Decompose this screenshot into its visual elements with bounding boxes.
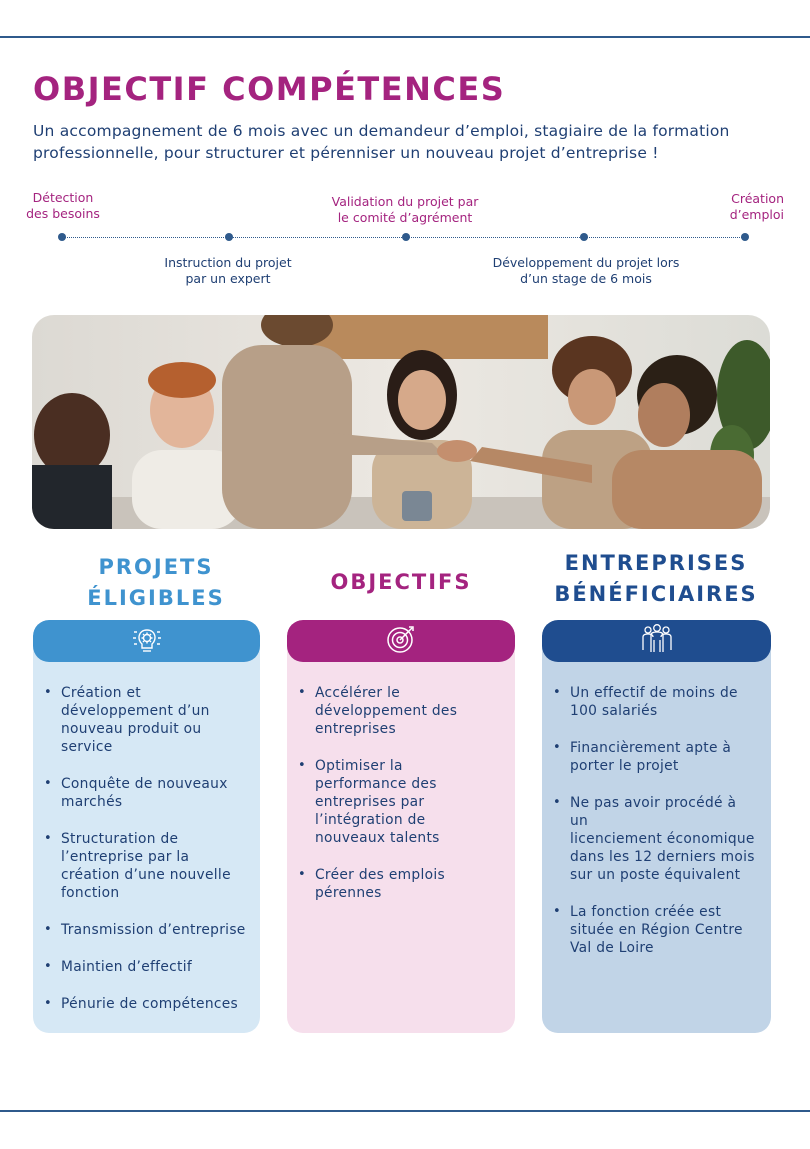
page-title: OBJECTIF COMPÉTENCES (33, 70, 506, 108)
list-item: • Transmission d’entreprise (61, 921, 246, 939)
timeline-step-1: Détection des besoins (26, 190, 100, 221)
list-item: • Créer des emplois pérennes (315, 866, 501, 902)
list-item: • Un effectif de moins de 100 salariés (570, 684, 757, 720)
list-item: • Maintien d’effectif (61, 958, 246, 976)
column-title-entreprises-beneficiaires: ENTREPRISES BÉNÉFICIAIRES (554, 551, 758, 606)
timeline-dot (741, 233, 749, 241)
list-item: • Création et développement d’un nouveau produit ou service (61, 684, 246, 756)
list-item: • Optimiser la performance des entreprises par l’intégration de nouveaux talents (315, 757, 501, 847)
target-icon (384, 622, 418, 660)
timeline-dot (402, 233, 410, 241)
card-entreprises-beneficiaires (542, 620, 771, 1033)
timeline-step-4: Développement du projet lors d’un stage de 6 mois (492, 255, 680, 286)
timeline-step-2: Instruction du projet par un expert (164, 255, 292, 286)
timeline-step-3: Validation du projet par le comité d’agrément (331, 194, 479, 225)
card-header (33, 620, 260, 662)
list-item: • Conquête de nouveaux marchés (61, 775, 246, 811)
list-item: • Ne pas avoir procédé à un licenciement économique dans les 12 derniers mois sur un poste équivalent (570, 794, 757, 884)
list-item: • Structuration de l’entreprise par la création d’une nouvelle fonction (61, 830, 246, 902)
people-group-icon (639, 622, 675, 660)
team-handshake-photo (32, 315, 770, 529)
timeline-dot (580, 233, 588, 241)
bottom-divider (0, 1110, 810, 1112)
card-header (287, 620, 515, 662)
timeline-step-5: Création d’emploi (729, 191, 784, 222)
intro-text: Un accompagnement de 6 mois avec un demandeur d’emploi, stagiaire de la formation professionnelle, pour structurer et pérenniser un nouveau projet d’entreprise ! (33, 122, 730, 162)
list-item: • Accélérer le développement des entreprises (315, 684, 501, 738)
lightbulb-gear-icon (130, 622, 164, 660)
list-item: • Financièrement apte à porter le projet (570, 739, 757, 775)
column-title-projets-eligibles: PROJETS ÉLIGIBLES (87, 555, 225, 610)
column-title-objectifs: OBJECTIFS (330, 570, 472, 594)
list-item: • La fonction créée est située en Région Centre Val de Loire (570, 903, 757, 957)
list-objectifs (287, 684, 515, 902)
card-projets-eligibles (33, 620, 260, 1033)
list-item: • Pénurie de compétences (61, 995, 246, 1013)
card-header (542, 620, 771, 662)
timeline-dot (225, 233, 233, 241)
card-objectifs (287, 620, 515, 1033)
timeline-dot (58, 233, 66, 241)
list-entreprises-beneficiaires (542, 684, 771, 957)
top-divider (0, 36, 810, 38)
list-projets-eligibles (33, 684, 260, 1013)
